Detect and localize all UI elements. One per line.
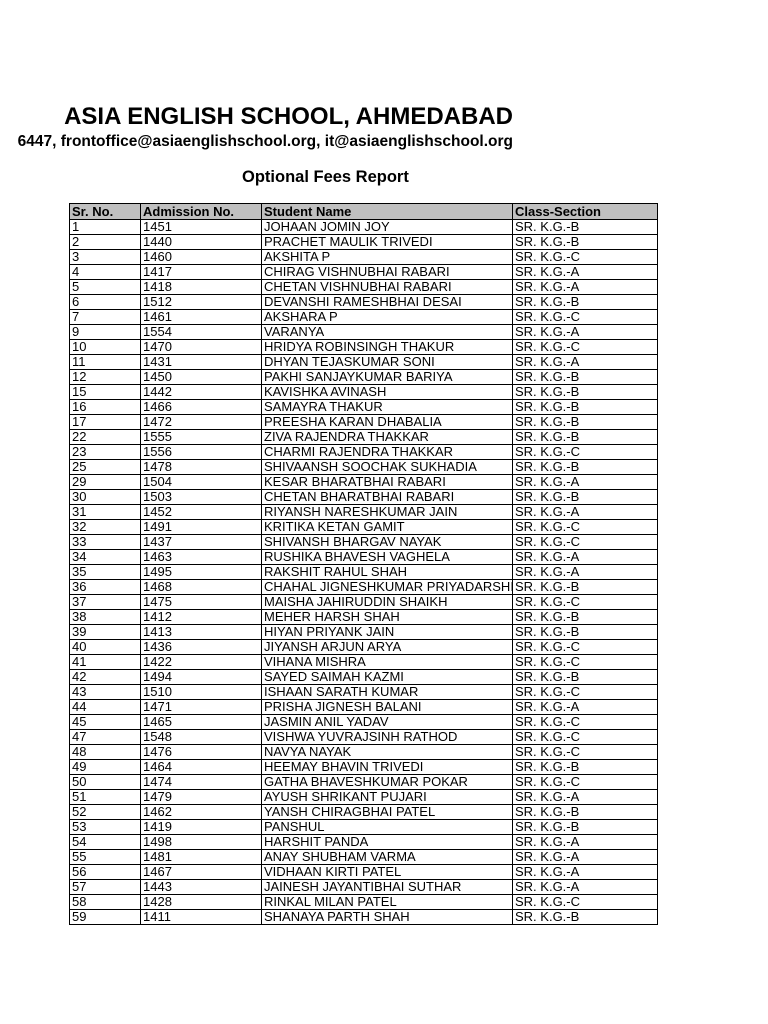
admission-no-cell: 1412 xyxy=(141,610,262,625)
admission-no-cell: 1462 xyxy=(141,805,262,820)
class-section-cell: SR. K.G.-A xyxy=(513,280,658,295)
student-name-cell: SHIVAANSH SOOCHAK SUKHADIA xyxy=(262,460,513,475)
sr-no-cell: 52 xyxy=(70,805,141,820)
student-name-cell: MEHER HARSH SHAH xyxy=(262,610,513,625)
table-row xyxy=(70,865,658,880)
class-section-cell: SR. K.G.-B xyxy=(513,625,658,640)
sr-no-cell: 38 xyxy=(70,610,141,625)
admission-no-cell: 1481 xyxy=(141,850,262,865)
table-row xyxy=(70,445,658,460)
sr-no-cell: 23 xyxy=(70,445,141,460)
table-row xyxy=(70,685,658,700)
student-name-cell: SHIVANSH BHARGAV NAYAK xyxy=(262,535,513,550)
sr-no-cell: 45 xyxy=(70,715,141,730)
sr-no-cell: 29 xyxy=(70,475,141,490)
sr-no-cell: 36 xyxy=(70,580,141,595)
student-name-cell: PRISHA JIGNESH BALANI xyxy=(262,700,513,715)
class-section-cell: SR. K.G.-B xyxy=(513,415,658,430)
table-row xyxy=(70,385,658,400)
sr-no-cell: 59 xyxy=(70,910,141,925)
class-section-cell: SR. K.G.-A xyxy=(513,265,658,280)
admission-no-cell: 1468 xyxy=(141,580,262,595)
sr-no-cell: 15 xyxy=(70,385,141,400)
class-section-cell: SR. K.G.-A xyxy=(513,565,658,580)
student-name-cell: CHAHAL JIGNESHKUMAR PRIYADARSHI xyxy=(262,580,513,595)
sr-no-cell: 30 xyxy=(70,490,141,505)
student-name-cell: GATHA BHAVESHKUMAR POKAR xyxy=(262,775,513,790)
table-row xyxy=(70,640,658,655)
sr-no-cell: 12 xyxy=(70,370,141,385)
student-name-cell: HIYAN PRIYANK JAIN xyxy=(262,625,513,640)
table-row xyxy=(70,370,658,385)
sr-no-cell: 48 xyxy=(70,745,141,760)
admission-no-cell: 1464 xyxy=(141,760,262,775)
sr-no-cell: 47 xyxy=(70,730,141,745)
class-section-cell: SR. K.G.-A xyxy=(513,790,658,805)
student-name-cell: NAVYA NAYAK xyxy=(262,745,513,760)
admission-no-cell: 1465 xyxy=(141,715,262,730)
table-row xyxy=(70,730,658,745)
class-section-cell: SR. K.G.-C xyxy=(513,340,658,355)
class-section-cell: SR. K.G.-A xyxy=(513,550,658,565)
table-row xyxy=(70,535,658,550)
sr-no-cell: 53 xyxy=(70,820,141,835)
student-name-cell: CHIRAG VISHNUBHAI RABARI xyxy=(262,265,513,280)
table-row xyxy=(70,670,658,685)
table-row xyxy=(70,700,658,715)
student-name-cell: CHARMI RAJENDRA THAKKAR xyxy=(262,445,513,460)
student-name-cell: VISHWA YUVRAJSINH RATHOD xyxy=(262,730,513,745)
class-section-cell: SR. K.G.-A xyxy=(513,865,658,880)
class-section-cell: SR. K.G.-B xyxy=(513,295,658,310)
admission-no-cell: 1460 xyxy=(141,250,262,265)
table-row xyxy=(70,355,658,370)
table-row xyxy=(70,280,658,295)
admission-no-cell: 1466 xyxy=(141,400,262,415)
class-section-cell: SR. K.G.-C xyxy=(513,445,658,460)
admission-no-cell: 1437 xyxy=(141,535,262,550)
class-section-cell: SR. K.G.-B xyxy=(513,820,658,835)
class-section-cell: SR. K.G.-B xyxy=(513,805,658,820)
admission-no-cell: 1472 xyxy=(141,415,262,430)
table-row xyxy=(70,775,658,790)
admission-no-cell: 1478 xyxy=(141,460,262,475)
table-row xyxy=(70,475,658,490)
admission-no-cell: 1452 xyxy=(141,505,262,520)
sr-no-cell: 6 xyxy=(70,295,141,310)
class-section-cell: SR. K.G.-B xyxy=(513,430,658,445)
student-name-cell: RINKAL MILAN PATEL xyxy=(262,895,513,910)
admission-no-cell: 1463 xyxy=(141,550,262,565)
table-row xyxy=(70,490,658,505)
class-section-cell: SR. K.G.-C xyxy=(513,895,658,910)
student-name-cell: RUSHIKA BHAVESH VAGHELA xyxy=(262,550,513,565)
sr-no-cell: 42 xyxy=(70,670,141,685)
class-section-cell: SR. K.G.-B xyxy=(513,760,658,775)
sr-no-cell: 54 xyxy=(70,835,141,850)
admission-no-cell: 1494 xyxy=(141,670,262,685)
table-row xyxy=(70,625,658,640)
student-name-cell: JAINESH JAYANTIBHAI SUTHAR xyxy=(262,880,513,895)
admission-no-cell: 1440 xyxy=(141,235,262,250)
admission-no-cell: 1475 xyxy=(141,595,262,610)
table-row xyxy=(70,235,658,250)
admission-no-cell: 1476 xyxy=(141,745,262,760)
sr-no-cell: 17 xyxy=(70,415,141,430)
sr-no-cell: 3 xyxy=(70,250,141,265)
admission-no-cell: 1510 xyxy=(141,685,262,700)
sr-no-cell: 37 xyxy=(70,595,141,610)
table-row xyxy=(70,745,658,760)
admission-no-cell: 1451 xyxy=(141,220,262,235)
class-section-cell: SR. K.G.-A xyxy=(513,700,658,715)
student-name-cell: HARSHIT PANDA xyxy=(262,835,513,850)
table-row xyxy=(70,295,658,310)
student-name-cell: ZIVA RAJENDRA THAKKAR xyxy=(262,430,513,445)
student-name-cell: VARANYA xyxy=(262,325,513,340)
table-row xyxy=(70,805,658,820)
table-row xyxy=(70,655,658,670)
table-row xyxy=(70,880,658,895)
class-section-cell: SR. K.G.-A xyxy=(513,880,658,895)
admission-no-cell: 1512 xyxy=(141,295,262,310)
class-section-cell: SR. K.G.-B xyxy=(513,490,658,505)
sr-no-cell: 44 xyxy=(70,700,141,715)
student-name-cell: SAMAYRA THAKUR xyxy=(262,400,513,415)
table-row xyxy=(70,220,658,235)
sr-no-cell: 31 xyxy=(70,505,141,520)
sr-no-cell: 4 xyxy=(70,265,141,280)
table-row xyxy=(70,430,658,445)
column-header-student-name: Student Name xyxy=(262,204,513,220)
column-header-sr-no: Sr. No. xyxy=(70,204,141,220)
student-name-cell: DEVANSHI RAMESHBHAI DESAI xyxy=(262,295,513,310)
admission-no-cell: 1498 xyxy=(141,835,262,850)
class-section-cell: SR. K.G.-C xyxy=(513,250,658,265)
table-row xyxy=(70,520,658,535)
table-row xyxy=(70,565,658,580)
table-header-row xyxy=(70,204,658,220)
student-name-cell: MAISHA JAHIRUDDIN SHAIKH xyxy=(262,595,513,610)
sr-no-cell: 33 xyxy=(70,535,141,550)
sr-no-cell: 58 xyxy=(70,895,141,910)
admission-no-cell: 1474 xyxy=(141,775,262,790)
sr-no-cell: 39 xyxy=(70,625,141,640)
student-name-cell: AKSHITA P xyxy=(262,250,513,265)
table-row xyxy=(70,310,658,325)
student-name-cell: KAVISHKA AVINASH xyxy=(262,385,513,400)
table-row xyxy=(70,250,658,265)
admission-no-cell: 1554 xyxy=(141,325,262,340)
class-section-cell: SR. K.G.-C xyxy=(513,535,658,550)
admission-no-cell: 1419 xyxy=(141,820,262,835)
student-name-cell: HEEMAY BHAVIN TRIVEDI xyxy=(262,760,513,775)
class-section-cell: SR. K.G.-B xyxy=(513,580,658,595)
class-section-cell: SR. K.G.-C xyxy=(513,640,658,655)
admission-no-cell: 1431 xyxy=(141,355,262,370)
school-contact-line: 6447, frontoffice@asiaenglishschool.org, it@asiaenglishschool.org xyxy=(17,133,513,150)
admission-no-cell: 1428 xyxy=(141,895,262,910)
student-name-cell: RAKSHIT RAHUL SHAH xyxy=(262,565,513,580)
sr-no-cell: 50 xyxy=(70,775,141,790)
sr-no-cell: 5 xyxy=(70,280,141,295)
admission-no-cell: 1442 xyxy=(141,385,262,400)
admission-no-cell: 1479 xyxy=(141,790,262,805)
sr-no-cell: 9 xyxy=(70,325,141,340)
table-row xyxy=(70,400,658,415)
table-row xyxy=(70,910,658,925)
admission-no-cell: 1471 xyxy=(141,700,262,715)
student-name-cell: VIDHAAN KIRTI PATEL xyxy=(262,865,513,880)
sr-no-cell: 16 xyxy=(70,400,141,415)
table-body xyxy=(70,220,658,925)
table-row xyxy=(70,820,658,835)
class-section-cell: SR. K.G.-A xyxy=(513,835,658,850)
student-name-cell: DHYAN TEJASKUMAR SONI xyxy=(262,355,513,370)
class-section-cell: SR. K.G.-C xyxy=(513,685,658,700)
sr-no-cell: 49 xyxy=(70,760,141,775)
admission-no-cell: 1470 xyxy=(141,340,262,355)
column-header-admission-no: Admission No. xyxy=(141,204,262,220)
sr-no-cell: 10 xyxy=(70,340,141,355)
sr-no-cell: 55 xyxy=(70,850,141,865)
student-name-cell: PAKHI SANJAYKUMAR BARIYA xyxy=(262,370,513,385)
class-section-cell: SR. K.G.-C xyxy=(513,745,658,760)
student-name-cell: AKSHARA P xyxy=(262,310,513,325)
table-row xyxy=(70,790,658,805)
sr-no-cell: 7 xyxy=(70,310,141,325)
admission-no-cell: 1495 xyxy=(141,565,262,580)
class-section-cell: SR. K.G.-A xyxy=(513,325,658,340)
school-name: ASIA ENGLISH SCHOOL, AHMEDABAD xyxy=(64,103,513,130)
sr-no-cell: 56 xyxy=(70,865,141,880)
student-name-cell: AYUSH SHRIKANT PUJARI xyxy=(262,790,513,805)
student-name-cell: KRITIKA KETAN GAMIT xyxy=(262,520,513,535)
class-section-cell: SR. K.G.-B xyxy=(513,385,658,400)
student-name-cell: VIHANA MISHRA xyxy=(262,655,513,670)
table-row xyxy=(70,325,658,340)
admission-no-cell: 1436 xyxy=(141,640,262,655)
student-name-cell: CHETAN BHARATBHAI RABARI xyxy=(262,490,513,505)
class-section-cell: SR. K.G.-A xyxy=(513,505,658,520)
sr-no-cell: 34 xyxy=(70,550,141,565)
admission-no-cell: 1418 xyxy=(141,280,262,295)
admission-no-cell: 1461 xyxy=(141,310,262,325)
student-name-cell: SHANAYA PARTH SHAH xyxy=(262,910,513,925)
admission-no-cell: 1450 xyxy=(141,370,262,385)
admission-no-cell: 1503 xyxy=(141,490,262,505)
class-section-cell: SR. K.G.-A xyxy=(513,475,658,490)
class-section-cell: SR. K.G.-B xyxy=(513,370,658,385)
class-section-cell: SR. K.G.-C xyxy=(513,520,658,535)
student-name-cell: SAYED SAIMAH KAZMI xyxy=(262,670,513,685)
admission-no-cell: 1555 xyxy=(141,430,262,445)
admission-no-cell: 1556 xyxy=(141,445,262,460)
student-name-cell: JOHAAN JOMIN JOY xyxy=(262,220,513,235)
class-section-cell: SR. K.G.-A xyxy=(513,850,658,865)
admission-no-cell: 1417 xyxy=(141,265,262,280)
student-name-cell: KESAR BHARATBHAI RABARI xyxy=(262,475,513,490)
sr-no-cell: 2 xyxy=(70,235,141,250)
sr-no-cell: 25 xyxy=(70,460,141,475)
student-name-cell: ANAY SHUBHAM VARMA xyxy=(262,850,513,865)
student-name-cell: ISHAAN SARATH KUMAR xyxy=(262,685,513,700)
student-name-cell: CHETAN VISHNUBHAI RABARI xyxy=(262,280,513,295)
table-row xyxy=(70,550,658,565)
admission-no-cell: 1467 xyxy=(141,865,262,880)
table-row xyxy=(70,610,658,625)
class-section-cell: SR. K.G.-C xyxy=(513,595,658,610)
table-row xyxy=(70,850,658,865)
student-name-cell: YANSH CHIRAGBHAI PATEL xyxy=(262,805,513,820)
sr-no-cell: 40 xyxy=(70,640,141,655)
table-row xyxy=(70,460,658,475)
table-row xyxy=(70,340,658,355)
class-section-cell: SR. K.G.-C xyxy=(513,655,658,670)
sr-no-cell: 32 xyxy=(70,520,141,535)
admission-no-cell: 1504 xyxy=(141,475,262,490)
table-row xyxy=(70,760,658,775)
table-row xyxy=(70,835,658,850)
sr-no-cell: 41 xyxy=(70,655,141,670)
student-name-cell: HRIDYA ROBINSINGH THAKUR xyxy=(262,340,513,355)
student-name-cell: RIYANSH NARESHKUMAR JAIN xyxy=(262,505,513,520)
table-row xyxy=(70,895,658,910)
student-name-cell: PREESHA KARAN DHABALIA xyxy=(262,415,513,430)
sr-no-cell: 11 xyxy=(70,355,141,370)
class-section-cell: SR. K.G.-B xyxy=(513,460,658,475)
admission-no-cell: 1548 xyxy=(141,730,262,745)
sr-no-cell: 51 xyxy=(70,790,141,805)
class-section-cell: SR. K.G.-B xyxy=(513,610,658,625)
column-header-class-section: Class-Section xyxy=(513,204,658,220)
class-section-cell: SR. K.G.-A xyxy=(513,355,658,370)
student-name-cell: PANSHUL xyxy=(262,820,513,835)
table-row xyxy=(70,265,658,280)
class-section-cell: SR. K.G.-C xyxy=(513,775,658,790)
table-row xyxy=(70,505,658,520)
class-section-cell: SR. K.G.-B xyxy=(513,910,658,925)
class-section-cell: SR. K.G.-C xyxy=(513,715,658,730)
sr-no-cell: 43 xyxy=(70,685,141,700)
class-section-cell: SR. K.G.-C xyxy=(513,310,658,325)
class-section-cell: SR. K.G.-C xyxy=(513,730,658,745)
sr-no-cell: 1 xyxy=(70,220,141,235)
table-row xyxy=(70,715,658,730)
class-section-cell: SR. K.G.-B xyxy=(513,400,658,415)
sr-no-cell: 57 xyxy=(70,880,141,895)
admission-no-cell: 1411 xyxy=(141,910,262,925)
report-title: Optional Fees Report xyxy=(242,168,409,186)
sr-no-cell: 22 xyxy=(70,430,141,445)
admission-no-cell: 1422 xyxy=(141,655,262,670)
class-section-cell: SR. K.G.-B xyxy=(513,235,658,250)
optional-fees-table xyxy=(69,203,658,925)
admission-no-cell: 1443 xyxy=(141,880,262,895)
class-section-cell: SR. K.G.-B xyxy=(513,670,658,685)
class-section-cell: SR. K.G.-B xyxy=(513,220,658,235)
table-row xyxy=(70,595,658,610)
table-row xyxy=(70,415,658,430)
admission-no-cell: 1491 xyxy=(141,520,262,535)
student-name-cell: PRACHET MAULIK TRIVEDI xyxy=(262,235,513,250)
admission-no-cell: 1413 xyxy=(141,625,262,640)
student-name-cell: JASMIN ANIL YADAV xyxy=(262,715,513,730)
sr-no-cell: 35 xyxy=(70,565,141,580)
table-row xyxy=(70,580,658,595)
student-name-cell: JIYANSH ARJUN ARYA xyxy=(262,640,513,655)
